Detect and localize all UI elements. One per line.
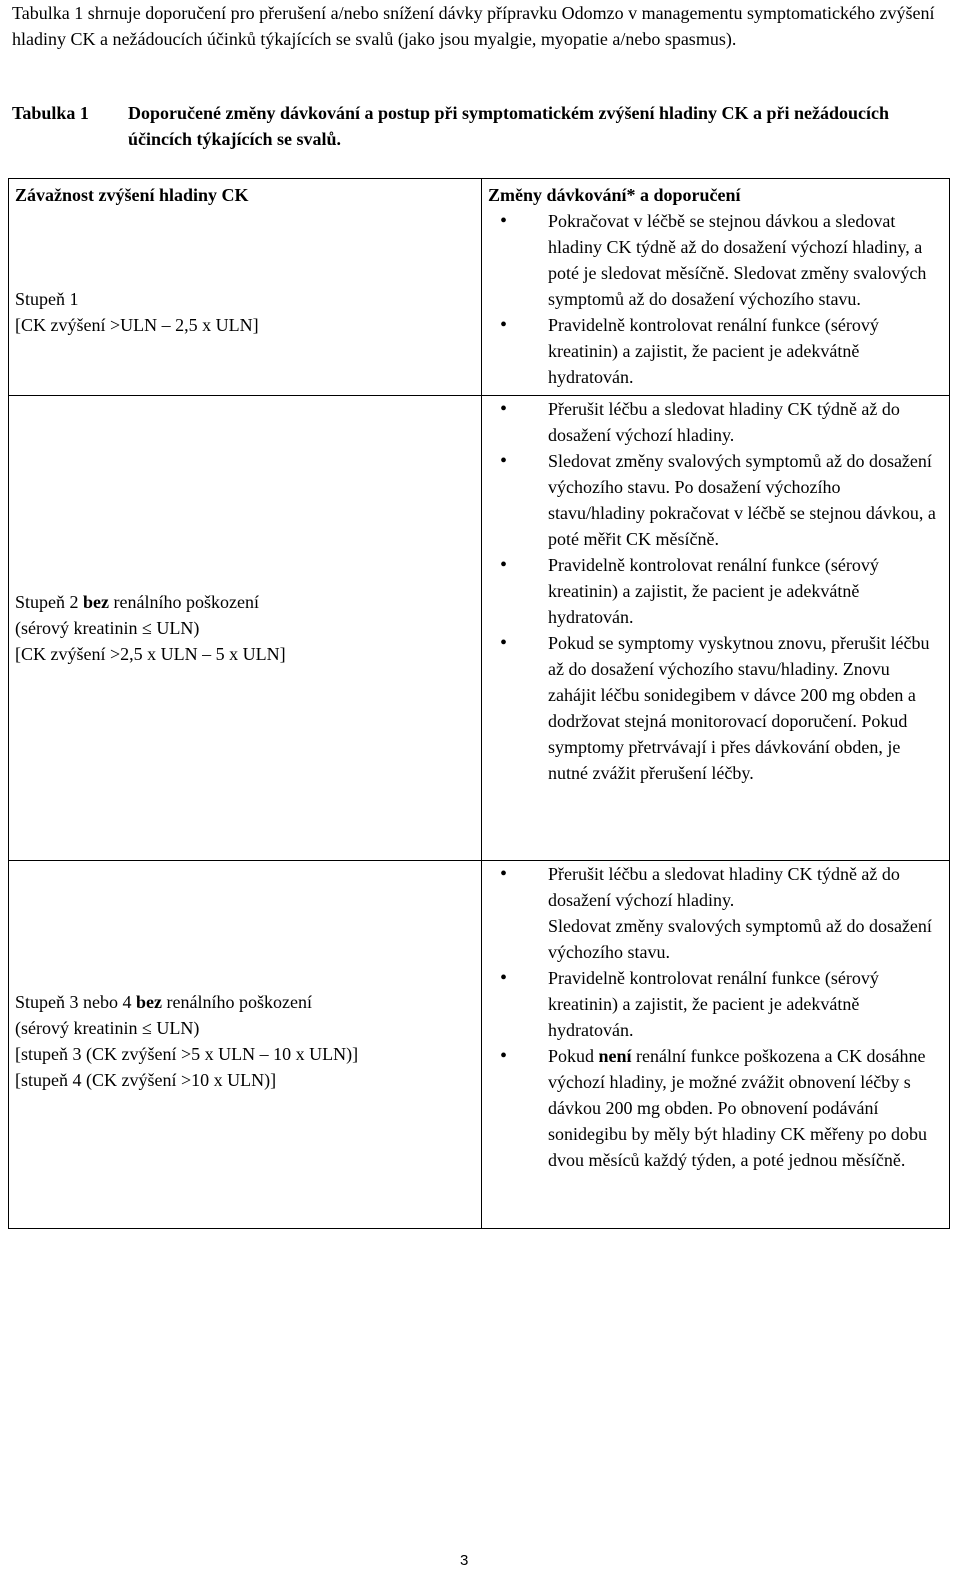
severity-cell-grade3-4 [9, 861, 482, 1229]
severity-label: Stupeň 3 nebo 4 [15, 992, 136, 1012]
severity-condition: (sérový kreatinin ≤ ULN) [15, 618, 200, 638]
recommendation-cell-grade1 [482, 179, 950, 396]
rec-bold: není [598, 1046, 632, 1066]
table-row [9, 396, 950, 861]
severity-grade2 [15, 589, 286, 667]
list-item: • Sledovat změny svalových symptomů až do dosažení výchozího stavu. Po dosažení výchozího stavu/hladiny pokračovat v léčbě se stejnou dávkou, a poté měřit CK měsíčně. [482, 448, 941, 552]
recommendation-cell-grade2 [482, 396, 950, 861]
dose-table [8, 178, 950, 1229]
table-caption [12, 100, 942, 152]
severity-cell-grade2 [9, 396, 482, 861]
list-item: • Pravidelně kontrolovat renální funkce (sérový kreatinin) a zajistit, že pacient je adekvátně hydratován. [482, 965, 941, 1043]
table-row [9, 179, 950, 396]
page-number: 3 [460, 1552, 469, 1569]
header-recommendations: Změny dávkování* a doporučení [488, 185, 741, 205]
intro-paragraph: Tabulka 1 shrnuje doporučení pro přerušení a/nebo snížení dávky přípravku Odomzo v managementu symptomatického zvýšení hladiny CK a nežádoucích účinků týkajících se svalů (jako jsou myalgie, myopatie a/nebo spasmus). [12, 3, 935, 49]
severity-range-grade3: [stupeň 3 (CK zvýšení >5 x ULN – 10 x ULN)] [15, 1044, 359, 1064]
severity-label: Stupeň 2 [15, 592, 84, 612]
severity-label-suffix: renálního poškození [162, 992, 312, 1012]
rec-text-suffix: renální funkce poškozena a CK dosáhne výchozí hladiny, je možné zvážit obnovení léčby s dávkou 200 mg obden. Po obnovení podávání sonidegibu by měly být hladiny CK měřeny po dobu dvou měsíců každý týden, a poté jednou měsíčně. [548, 1046, 927, 1170]
severity-grade3-4 [15, 989, 358, 1093]
list-item: • Přerušit léčbu a sledovat hladiny CK týdně až do dosažení výchozí hladiny. [482, 396, 941, 448]
header-severity: Závažnost zvýšení hladiny CK [15, 185, 249, 205]
severity-range: [CK zvýšení >ULN – 2,5 x ULN] [15, 315, 259, 335]
severity-label-suffix: renálního poškození [109, 592, 259, 612]
list-item: • Přerušit léčbu a sledovat hladiny CK týdně až do dosažení výchozí hladiny. [482, 861, 941, 913]
list-item: • Pravidelně kontrolovat renální funkce (sérový kreatinin) a zajistit, že pacient je adekvátně hydratován. [482, 552, 941, 630]
severity-bold: bez [136, 992, 162, 1012]
list-item-continuation: Sledovat změny svalových symptomů až do dosažení výchozího stavu. [548, 916, 932, 962]
table-row [9, 861, 950, 1229]
caption-number: Tabulka 1 [12, 103, 89, 123]
severity-range-grade4: [stupeň 4 (CK zvýšení >10 x ULN)] [15, 1070, 277, 1090]
severity-cell-grade1 [9, 179, 482, 396]
list-item: • Pokud se symptomy vyskytnou znovu, přerušit léčbu až do dosažení výchozího stavu/hladiny. Znovu zahájit léčbu sonidegibem v dávce 200 mg obden a dodržovat stejná monitorovací doporučení. Pokud symptomy přetrvávají i přes dávkování obden, je nutné zvážit přerušení léčby. [482, 630, 941, 786]
list-item [482, 1043, 941, 1173]
severity-grade1 [15, 286, 259, 338]
list-item: • Pokračovat v léčbě se stejnou dávkou a sledovat hladiny CK týdně až do dosažení výchozí hladiny, a poté je sledovat měsíčně. Sledovat změny svalových symptomů až do dosažení výchozího stavu. [482, 208, 941, 312]
severity-condition: (sérový kreatinin ≤ ULN) [15, 1018, 200, 1038]
caption-text: Doporučené změny dávkování a postup při symptomatickém zvýšení hladiny CK a při nežádoucích účincích týkajících se svalů. [128, 103, 890, 149]
severity-bold: bez [83, 592, 110, 612]
severity-range: [CK zvýšení >2,5 x ULN – 5 x ULN] [15, 644, 286, 664]
list-item: • Pravidelně kontrolovat renální funkce (sérový kreatinin) a zajistit, že pacient je adekvátně hydratován. [482, 312, 941, 390]
recommendation-cell-grade3-4 [482, 861, 950, 1229]
severity-label: Stupeň 1 [15, 289, 79, 309]
rec-text: Pokud [548, 1046, 599, 1066]
